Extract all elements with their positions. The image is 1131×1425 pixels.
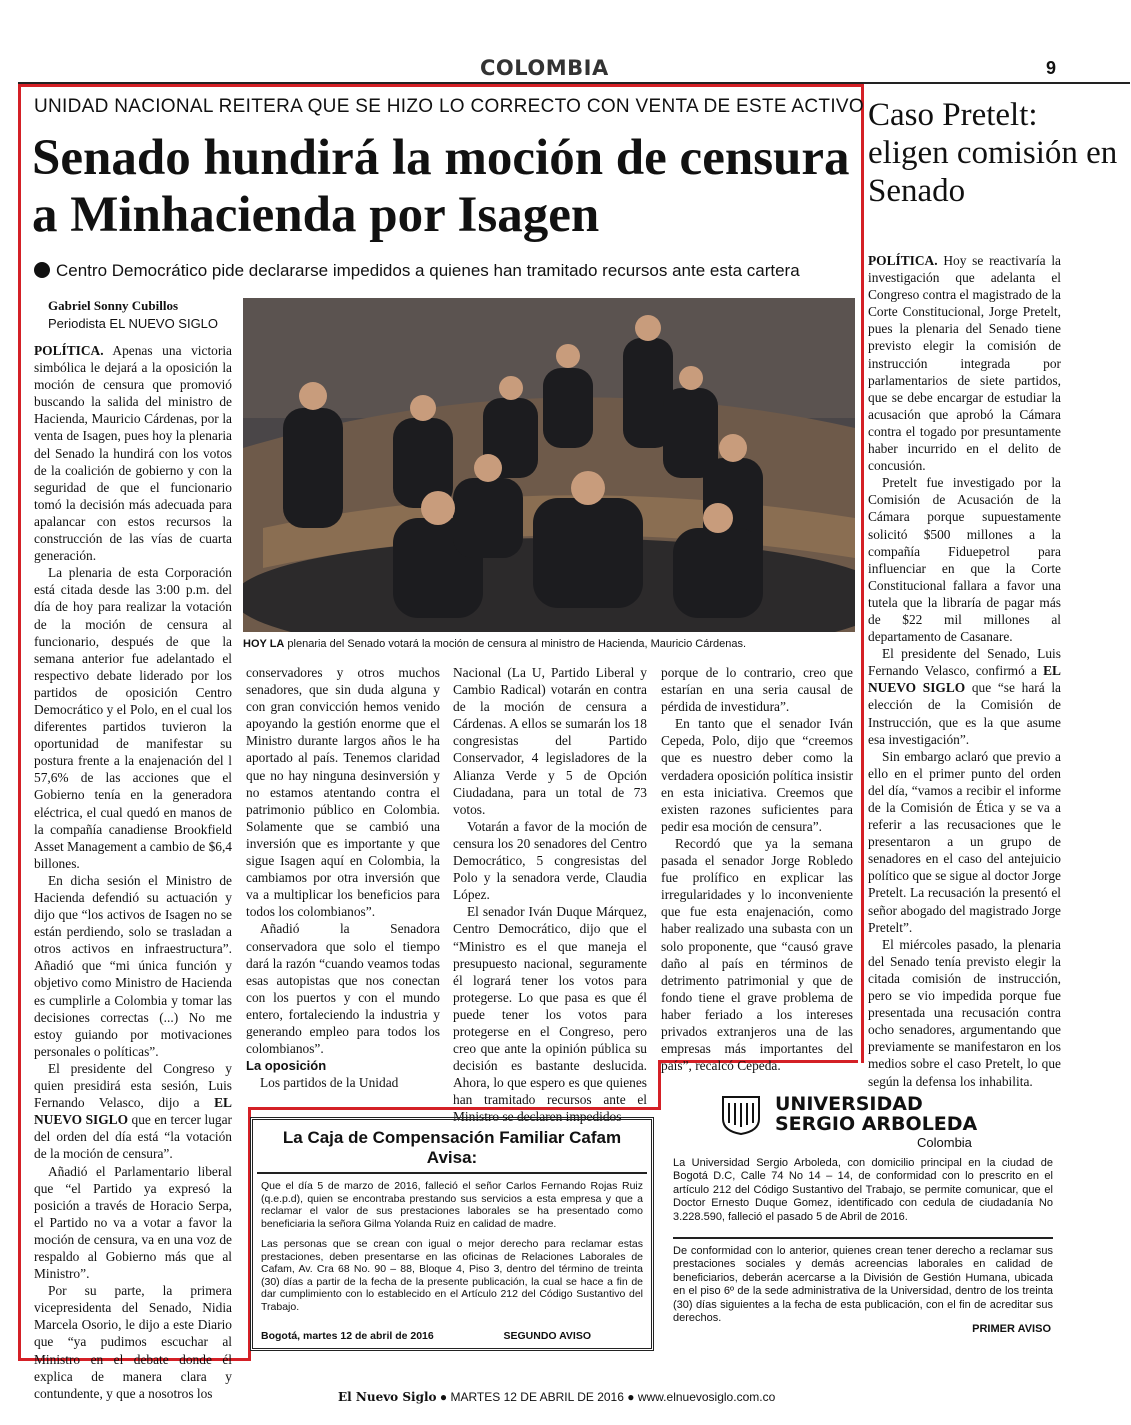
paragraph: Votarán a favor de la moción de censura los 20 senadores del Centro Democrático, 5 congresistas del Polo y la senadora verde, Claudia López.: [453, 818, 647, 903]
university-country: Colombia: [917, 1135, 972, 1150]
paragraph: El senador Iván Duque Márquez, Centro Democrático, dijo que el “Ministro es el que maneja el presupuesto nacional, seguramente él logrará tener los votos para protegerse. Lo que pasa es que él puede tener los votos para protegerse en el Congreso, pero creo que ante la opinión pública su decisión es bastante deslucida. Ahora, lo que espero es que quienes han tramitado recursos ante el Ministro se declaren impedidos: [453, 904, 647, 1125]
paragraph: [34, 342, 232, 564]
cafam-title: La Caja de Compensación Familiar Cafam: [282, 1128, 622, 1147]
article-column-4: [661, 664, 853, 1074]
paragraph-text: Apenas una victoria simbólica le dejará a la oposición la moción de censura que promovió buscando la salida del ministro de Hacienda, Mauricio Cárdenas, por la venta de Isagen, pues hoy la plenaria del Senado la hundirá con los votos de la coalición de gobierno y con la seguridad de que el funcionario tomó la decisión más adecuada para apalancar con estos recursos la construcción de las vías de cuarta generación.: [34, 343, 232, 564]
paragraph: porque de lo contrario, creo que estarían en una seria causal de pérdida de investidura”.: [661, 665, 853, 715]
sidebar-body: [868, 252, 1061, 1090]
cafam-subtitle: Avisa:: [426, 1148, 478, 1167]
paragraph: Recordó que ya la semana pasada el senador Jorge Robledo fue prolífico en explicar las irregularidades y lo inconveniente que fue esta enajenación, como haber realizado una subasta con un solo proponente, que “causó grave daño al país en términos de detrimento patrimonial y que de fondo tiene el grave problema de haber feriado a los intereses privados extranjeros una de las empresas más importantes del país”, recalcó Cepeda.: [661, 835, 853, 1074]
paragraph: Sin embargo aclaró que previo a ello en el primer punto del orden del día, “vamos a recibir el informe de la Comisión de Ética y se va a referir a las recusaciones que le presentaron a un grupo de senadores en el caso del antejuicio político que se sigue al doctor Jorge Pretelt. La recusación la presentó el señor abogado del magistrado Jorge Pretelt”.: [868, 748, 1061, 935]
photo-caption-lead: HOY LA: [243, 638, 285, 650]
university-name-1: UNIVERSIDAD: [775, 1093, 923, 1115]
lead-word: POLÍTICA.: [34, 343, 104, 358]
paragraph: Nacional (La U, Partido Liberal y Cambio Radical) votarán en contra de la moción de censura a Cárdenas. A ellos se sumarán los 18 congresistas del Partido Conservador, 4 legisladores de la Alianza Verde y 5 de Opción Ciudadana, para un total de 73 votos.: [453, 665, 647, 817]
paragraph-text: que en tercer lugar del orden del día está “la votación de la moción de censura”.: [34, 1112, 232, 1162]
paragraph: Pretelt fue investigado por la Comisión de Acusación de la Cámara porque supuestamente solicitó $500 millones a la compañía Fiduepetrol para influenciar en que la Corte Constitucional fallara a favor una tutela que la libraría de pagar más de $22 mil millones al departamento de Casanare.: [868, 475, 1061, 645]
university-paragraph-1: La Universidad Sergio Arboleda, con domicilio principal en la ciudad de Bogotá D.C, Calle 74 No 14 – 14, de conformidad con lo prescrito en el artículo 212 del Código Sustantivo del Trabajo, se permite comunicar, que el Doctor Ernesto Duque Gomez, identificado con cedula de ciudadanía No 3.228.590, falleció el pasado 5 de Abril de 2016.: [673, 1157, 1053, 1223]
newspaper-name: EL NUEVO SIGLO: [34, 1095, 232, 1128]
cafam-divider: [257, 1172, 647, 1174]
paragraph-text: El presidente del Senado, Luis Fernando Velasco, confirmó a: [868, 646, 1061, 679]
article-kicker: UNIDAD NACIONAL REITERA QUE SE HIZO LO CORRECTO CON VENTA DE ESTE ACTIVO: [34, 96, 864, 117]
paragraph: El miércoles pasado, la plenaria del Senado tenía previsto elegir la citada comisión de instrucción, pero se vio impedida porque fue presentada una recusación contra ocho senadores, argumentando que previamente se manifestaron en los medios sobre el caso Pretelt, lo que según la defensa los inhabilita.: [868, 936, 1061, 1089]
page-number: 9: [1046, 58, 1057, 78]
footer-paper-name: El Nuevo Siglo: [338, 1390, 437, 1404]
paragraph-text: Hoy se reactivaría la investigación que adelanta el Congreso contra el magistrado de la Corte Constitucional, Jorge Pretelt, pues la plenaria del Senado tiene previsto elegir la comisión de instrucción integrada por parlamentarios de siete partidos, que se debe encargar de estudiar la acusación que aprobó la Cámara contra el togado por presuntamente haber incurrido en el delito de concusión.: [868, 253, 1061, 474]
article-column-1: [34, 342, 232, 1402]
footer-dot-icon: ●: [627, 1390, 638, 1404]
cafam-paragraph-2: Las personas que se crean con igual o mejor derecho para reclamar estas prestaciones, deben presentarse en las oficinas de Relaciones Laborales de Cafam, Av. Cra 68 No. 90 – 88, Bloque 4, Piso 3, dentro del término de treinta (30) días a partir de la fecha de la presente publicación, la cual se hace a fin de dar cumplimiento con lo establecido en el Artículo 212 del Código Sustantivo del Trabajo.: [261, 1238, 643, 1313]
article-headline: Senado hundirá la moción de censura a Minhacienda por Isagen: [32, 130, 850, 243]
paragraph: Los partidos de la Unidad: [260, 1075, 399, 1091]
article-subhead-text: Centro Democrático pide declararse impedidos a quienes han tramitado recursos ante esta cartera: [56, 261, 800, 280]
cafam-footer: [261, 1330, 591, 1342]
newspaper-name: EL NUEVO SIGLO: [868, 663, 1061, 696]
university-notice-label: PRIMER AVISO: [972, 1323, 1051, 1335]
lead-word: POLÍTICA.: [868, 253, 938, 268]
paragraph-text: El presidente del Congreso y quien presidirá esta sesión, Luis Fernando Velasco, dijo a: [34, 1060, 232, 1111]
senate-photo: [243, 298, 855, 632]
article-subhead: [34, 261, 800, 281]
cafam-notice: [250, 1117, 654, 1351]
cafam-date: Bogotá, martes 12 de abril de 2016: [261, 1330, 434, 1342]
photo-caption-text: plenaria del Senado votará la moción de censura al ministro de Hacienda, Mauricio Cárdenas.: [284, 638, 747, 650]
cafam-notice-label: SEGUNDO AVISO: [503, 1330, 591, 1342]
section-subtitle: La oposición: [246, 1058, 327, 1074]
university-divider: [673, 1237, 1053, 1239]
university-name-2: SERGIO ARBOLEDA: [775, 1113, 978, 1135]
university-paragraph-2: De conformidad con lo anterior, quienes crean tener derecho a reclamar sus prestaciones sociales y demás acreencias laborales en calidad de beneficiarios, deberán acercarse a la División de Gestión Humana, ubicada en el piso 6º de la sede administrativa de la Universidad, dentro de los treinta (30) días siguientes a la fecha de esta publicación, con el fin de acreditar sus derechos.: [673, 1245, 1053, 1325]
paragraph: conservadores y otros muchos senadores, que sin duda alguna y con gran convicción hemos venido apoyando la gestión enorme que el Ministro durante largos años le ha aportado al país. Tenemos claridad que no hay ninguna desinversión y no estamos atentando contra el patrimonio público en Colombia. Solamente que se cambió una inversión que es importante y que sigue Isagen aquí en Colombia, la cambiamos por otra inversión que va a multiplicar los beneficios para todos los colombianos”.: [246, 665, 440, 920]
section-label: COLOMBIA: [480, 56, 609, 80]
paragraph: [868, 252, 1061, 474]
page-footer: [338, 1390, 775, 1404]
article-column-2: [246, 664, 440, 1091]
article-highlight-left: [18, 1058, 21, 1361]
footer-date: MARTES 12 DE ABRIL DE 2016: [450, 1390, 624, 1404]
article-column-3: [453, 664, 647, 1126]
byline-author: Gabriel Sonny Cubillos: [48, 298, 179, 313]
photo-caption: [243, 638, 855, 650]
university-shield-icon: [721, 1095, 761, 1135]
paragraph: En dicha sesión el Ministro de Hacienda defendió su actuación y dijo que “los activos de Isagen no se están perdiendo, solo se trasladan a otros activos en infraestructura”. Añadió que “mi única función y objetivo como Ministro de Hacienda es cumplirle a Colombia y tomar las decisiones correctas (...) No me estoy guiando por motivaciones personales o políticas”.: [34, 872, 232, 1059]
footer-url[interactable]: www.elnuevosiglo.com.co: [637, 1390, 776, 1404]
footer-dot-icon: ●: [439, 1390, 451, 1404]
bullet-icon: [34, 262, 50, 278]
byline-role: Periodista EL NUEVO SIGLO: [48, 316, 219, 331]
paragraph: En tanto que el senador Iván Cepeda, Polo, dijo que “creemos que es nuestro deber como la verdadera oposición política insistir en esta iniciativa. Creemos que existen razones suficientes para pedir esa moción de censura”.: [661, 716, 853, 834]
paragraph: [34, 1060, 232, 1163]
sidebar-headline: Caso Pretelt: eligen comisión en Senado: [868, 97, 1118, 209]
paragraph: La plenaria de esta Corporación está citada desde las 3:00 p.m. del día de hoy para realizar la votación de la moción de censura al funcionario, después de que la semana anterior fue adelantado el respectivo debate liderado por los partidos de oposición Centro Democrático y el Polo, en el cual los diferentes partidos tuvieron la oportunidad de manifestar su postura frente a la enajenación del l 57,6% de las acciones que el Gobierno tenía en la generadora eléctrica, el cual quedó en manos de la compañía canadiense Brookfield Asset Management a cambio de $6,4 billones.: [34, 565, 232, 871]
paragraph: Añadió el Parlamentario liberal que “el Partido ya expresó la posición a través de Horacio Serpa, el Partido no va a votar a favor la moción de censura, va en una voz de respaldo al Gobierno más que al Ministro”.: [34, 1163, 232, 1282]
paragraph-text: que “se hará la elección de la Comisión de Instrucción, que es la que asume esa investigación”.: [868, 680, 1062, 747]
paragraph: Por su parte, la primera vicepresidenta del Senado, Nidia Marcela Osorio, le dijo a este Diario que “ya pudimos escuchar al Ministro en el debate donde él explica de manera clara y contundente, y que a nosotros los: [34, 1283, 232, 1401]
universidad-notice: [663, 1085, 1063, 1347]
paragraph: [868, 645, 1061, 748]
paragraph: Añadió la Senadora conservadora que solo el tiempo dará la razón “cuando veamos todas esas autopistas que nos conectan con los puertos y con el mundo entero, fortaleciendo la industria y generando empleo para todos los colombianos”.: [246, 921, 440, 1057]
senate-photo-illustration: [243, 298, 855, 632]
cafam-paragraph-1: Que el día 5 de marzo de 2016, falleció el señor Carlos Fernando Rojas Ruiz (q.e.p.d), quien se encontraba prestando sus servicios a esta empresa y que a reclamar el valor de sus prestaciones laborales se ha presentado como beneficiaria la señora Gilma Yolanda Ruiz en calidad de madre.: [261, 1180, 643, 1230]
